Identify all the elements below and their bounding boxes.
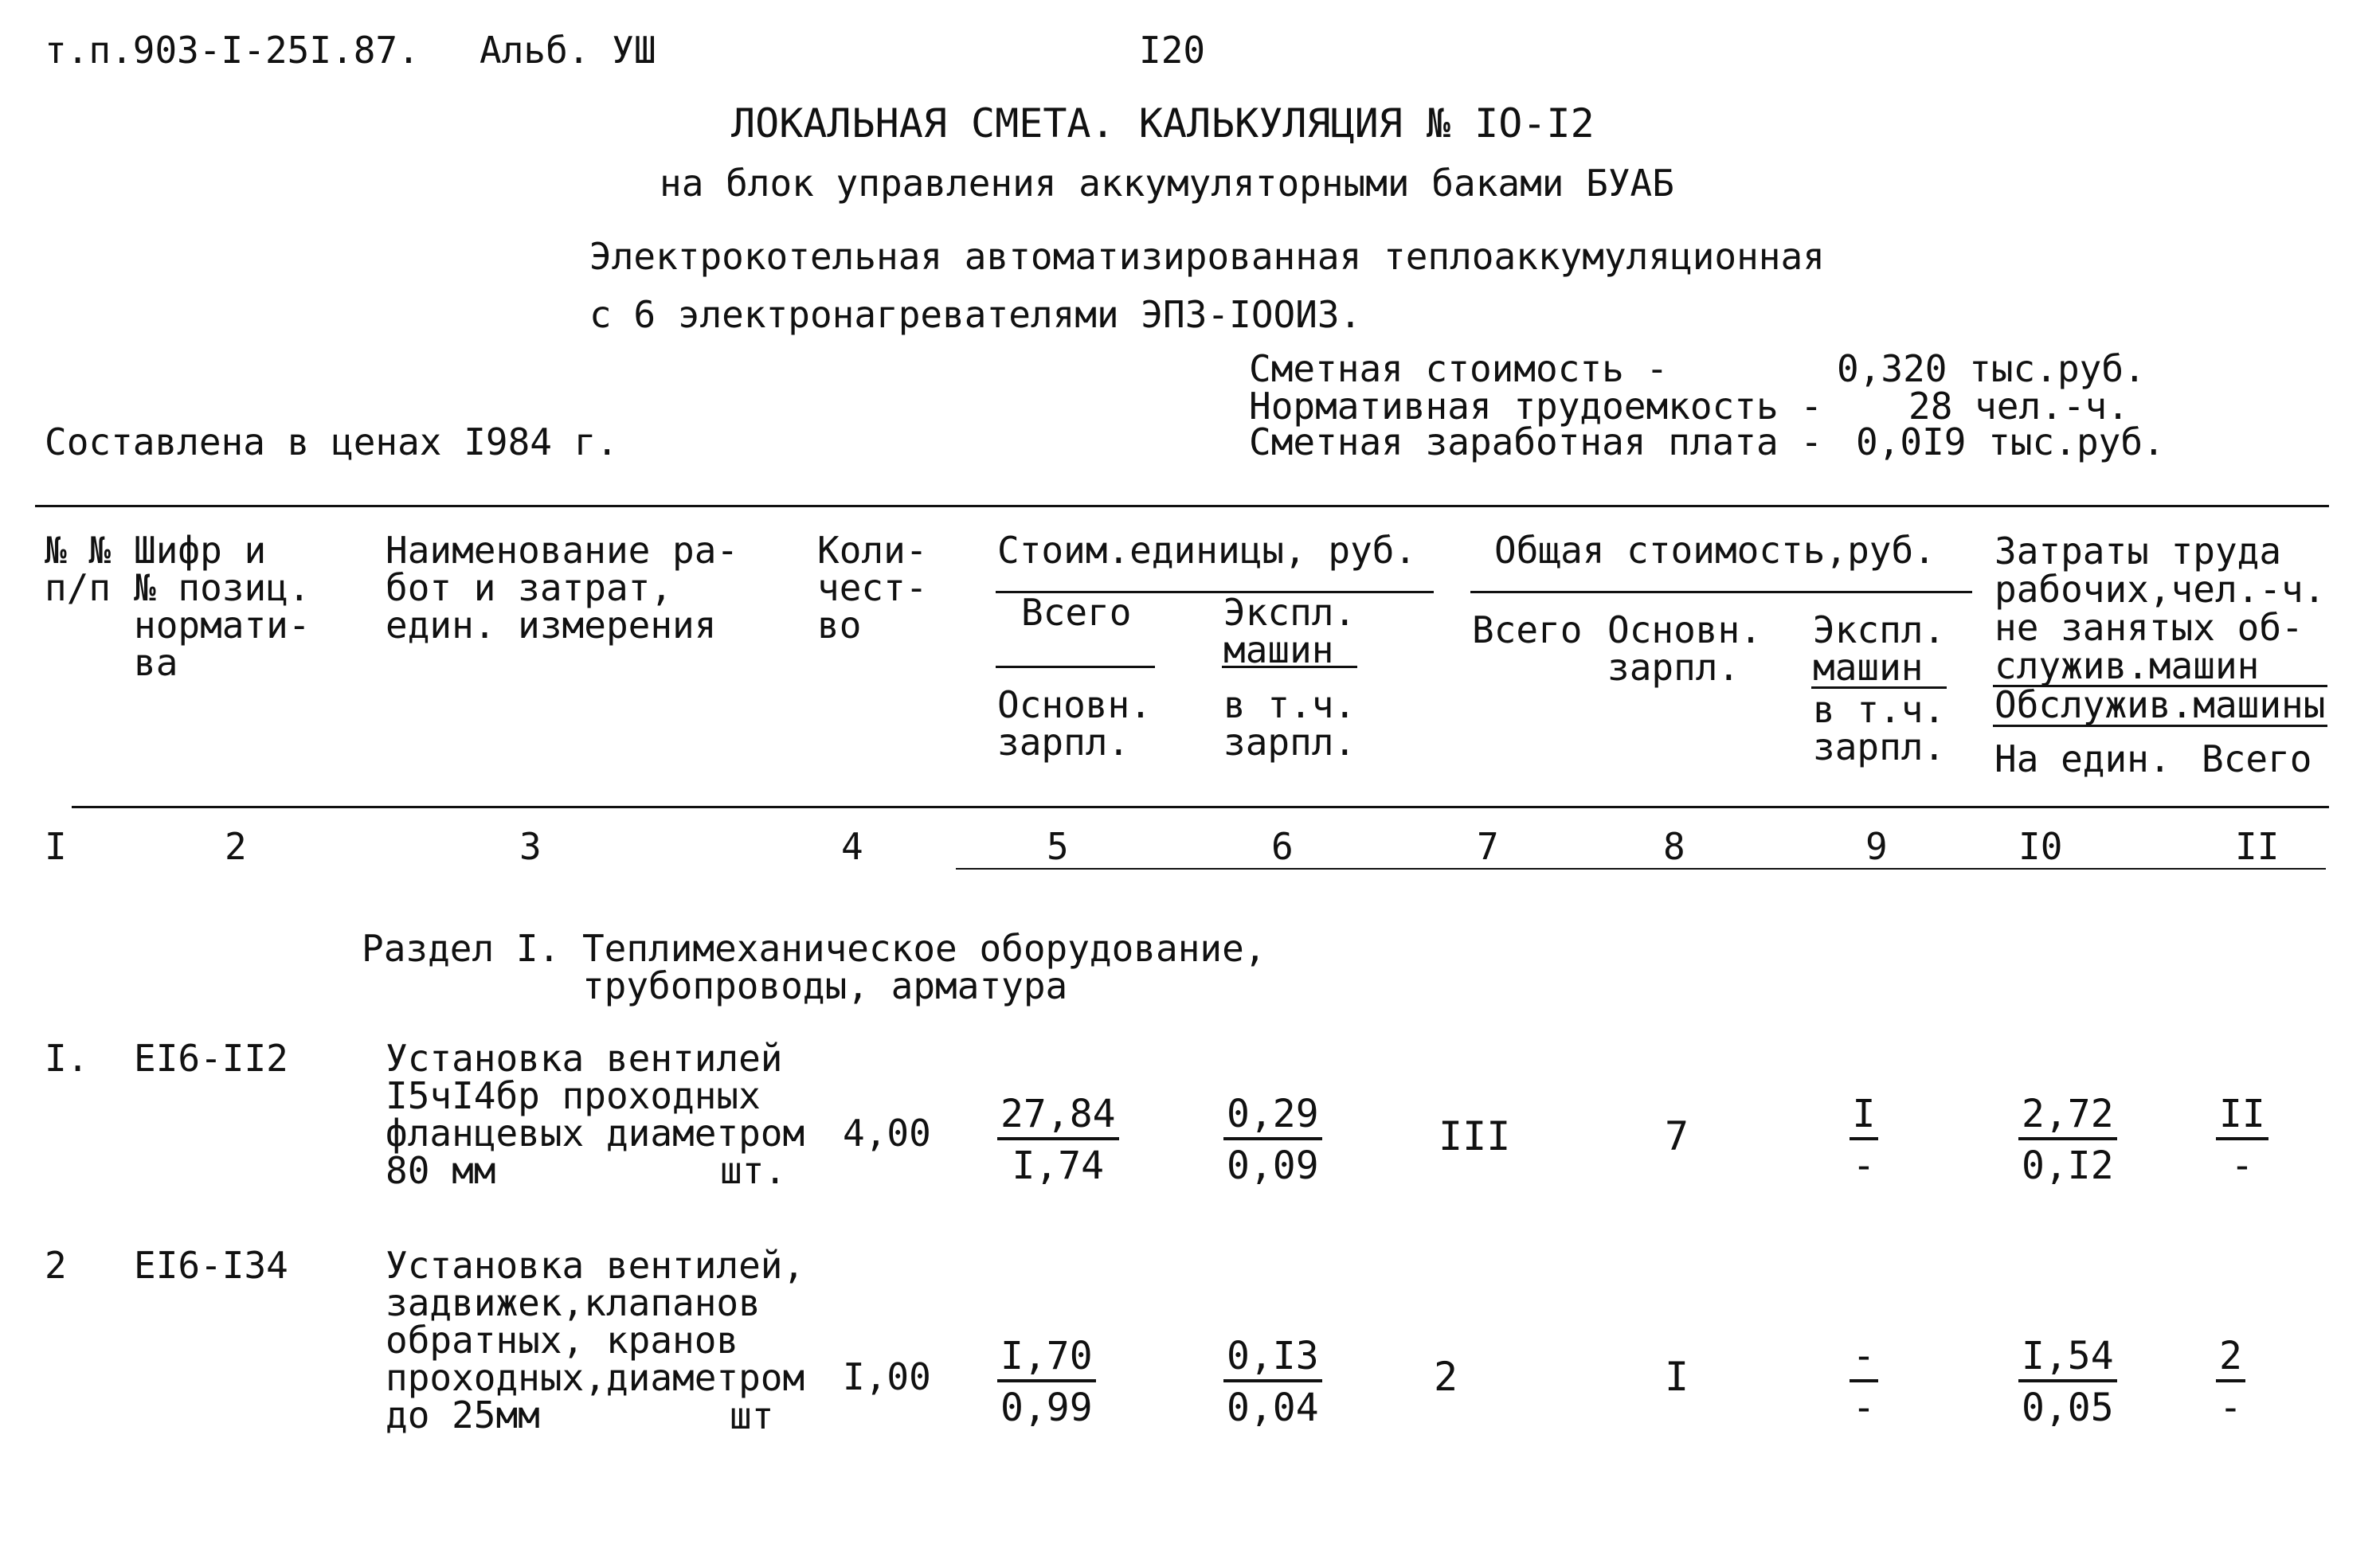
document-title: ЛОКАЛЬНАЯ СМЕТА. КАЛЬКУЛЯЦИЯ № IO-I2 <box>731 100 1595 147</box>
header-unit-total: Всего <box>1021 591 1132 634</box>
wage-value: 0,0I9 тыс.руб. <box>1856 420 2165 463</box>
wage-label: Сметная заработная плата - <box>1249 420 1823 463</box>
row-1-total-mach-frac <box>1840 1091 1888 1191</box>
cost-value: 0,320 тыс.руб. <box>1837 347 2146 390</box>
colnum-9: 9 <box>1865 825 1888 868</box>
unit-mach-rule <box>1222 666 1357 668</box>
row-1-labor-total-bot: - <box>2230 1143 2254 1188</box>
row-1-labor-unit-bot: 0,I2 <box>2022 1143 2114 1188</box>
row-2-unit: шт <box>730 1394 774 1437</box>
colnum-1: I <box>45 825 67 868</box>
header-total-mach: Экспл. машин <box>1813 608 1946 689</box>
row-2-total-all: 2 <box>1434 1354 1458 1400</box>
row-1-unit-mach: 0,29 <box>1223 1091 1322 1140</box>
row-2-qty: I,00 <box>843 1355 931 1398</box>
row-2-total-mach-wage: - <box>1852 1386 1876 1430</box>
row-1-labor-unit-top: 2,72 <box>2018 1091 2117 1140</box>
header-total-all: Всего <box>1472 608 1583 651</box>
header-labor: Затраты труда рабочих,чел.-ч. не занятых об- служив.машин <box>1994 530 2326 687</box>
unit-total-rule <box>996 666 1155 668</box>
header-labor-total: Всего <box>2202 737 2312 780</box>
row-2-labor-total-bot: - <box>2219 1386 2242 1430</box>
row-2-code: EI6-I34 <box>134 1244 288 1287</box>
row-1-qty: 4,00 <box>843 1112 931 1155</box>
row-2-unit-mach-wage: 0,04 <box>1227 1386 1319 1430</box>
row-1-total-base-wage: 7 <box>1665 1113 1689 1159</box>
row-2-unit-cost <box>997 1333 1096 1433</box>
row-2-labor-total <box>2216 1333 2245 1433</box>
row-1-name: Установка вентилей I5чI4бр проходных фланцевых диаметром 80 мм <box>386 1037 805 1192</box>
header-unit-base-wage: Основн. зарпл. <box>997 683 1152 764</box>
row-2-mach-cost <box>1223 1333 1322 1433</box>
row-2-labor-total-top: 2 <box>2216 1333 2245 1382</box>
colnum-6: 6 <box>1271 825 1294 868</box>
table-top-rule <box>35 505 2329 507</box>
colnum-8: 8 <box>1663 825 1685 868</box>
header-total-base-wage: Основн. зарпл. <box>1607 608 1762 689</box>
row-1-labor-total <box>2216 1091 2268 1191</box>
labor-serv-rule <box>1993 725 2327 727</box>
colnum-3: 3 <box>519 825 542 868</box>
object-description-2: с 6 электронагревателями ЭПЗ-IOOИЗ. <box>589 293 1362 336</box>
row-1-mach-cost <box>1223 1091 1322 1191</box>
colnum-4: 4 <box>841 825 863 868</box>
colnum-2: 2 <box>225 825 247 868</box>
labor-value: 28 чел.-ч. <box>1908 385 2129 428</box>
labor-label: Нормативная трудоемкость - <box>1249 385 1823 428</box>
header-col-name: Наименование ра- бот и затрат, един. измерения <box>386 529 739 647</box>
header-unit-mach: Экспл. машин <box>1223 591 1356 671</box>
row-2-unit-total: I,70 <box>997 1333 1096 1382</box>
row-2-total-mach-frac <box>1840 1333 1888 1433</box>
header-col-qty: Коли- чест- во <box>817 529 928 647</box>
row-1-num: I. <box>45 1037 89 1080</box>
total-cost-rule <box>1470 591 1972 593</box>
row-1-unit: шт. <box>720 1149 787 1192</box>
header-col-num: № № п/п <box>45 529 112 609</box>
row-2-total-base-wage: I <box>1665 1354 1689 1400</box>
album-label: Альб. УШ <box>480 29 656 72</box>
object-description: Электрокотельная автоматизированная теплоаккумуляционная <box>589 235 1825 278</box>
row-1-total-mach: I <box>1850 1091 1879 1140</box>
row-1-labor-unit <box>2018 1091 2117 1191</box>
row-1-unit-total: 27,84 <box>997 1091 1119 1140</box>
header-unit-mach-wage: в т.ч. зарпл. <box>1223 683 1356 764</box>
row-2-num: 2 <box>45 1244 67 1287</box>
header-labor-serv: Обслужив.машины <box>1994 683 2326 726</box>
colnum-10: I0 <box>2018 825 2063 868</box>
colnum-11: II <box>2235 825 2280 868</box>
row-1-total-all: III <box>1439 1113 1511 1159</box>
header-total-cost: Общая стоимость,руб. <box>1494 529 1936 572</box>
row-2-unit-mach: 0,I3 <box>1223 1333 1322 1382</box>
doc-reference: т.п.903-I-25I.87. <box>45 29 420 72</box>
document-subtitle: на блок управления аккумуляторными баками БУАБ <box>660 162 1674 205</box>
section-title: Раздел I. Теплимеханическое оборудование, трубопроводы, арматура <box>362 927 1266 1007</box>
row-1-code: EI6-II2 <box>134 1037 288 1080</box>
header-unit-cost: Стоим.единицы, руб. <box>997 529 1417 572</box>
row-2-unit-base-wage: 0,99 <box>1000 1386 1093 1430</box>
row-2-labor-unit <box>2018 1333 2117 1433</box>
colnum-rule <box>956 868 2326 870</box>
row-2-name: Установка вентилей, задвижек,клапанов обратных, кранов проходных,диаметром до 25мм <box>386 1244 805 1437</box>
colnum-5: 5 <box>1047 825 1069 868</box>
row-1-unit-base-wage: I,74 <box>1012 1143 1105 1188</box>
cost-label: Сметная стоимость - <box>1249 347 1669 390</box>
row-1-unit-cost <box>997 1091 1119 1191</box>
row-1-total-mach-wage: - <box>1852 1143 1876 1188</box>
prices-note: Составлена в ценах I984 г. <box>45 420 619 463</box>
colnum-7: 7 <box>1477 825 1499 868</box>
header-labor-per-unit: На един. <box>1994 737 2171 780</box>
row-2-labor-unit-top: I,54 <box>2018 1333 2117 1382</box>
header-bottom-rule <box>72 806 2329 808</box>
page-number: I20 <box>1139 29 1206 72</box>
row-2-total-mach: - <box>1850 1333 1879 1382</box>
header-col-code: Шифр и № позиц. нормати- ва <box>134 529 311 684</box>
row-2-labor-unit-bot: 0,05 <box>2022 1386 2114 1430</box>
header-total-mach-wage: в т.ч. зарпл. <box>1813 688 1946 768</box>
row-1-unit-mach-wage: 0,09 <box>1227 1143 1319 1188</box>
row-1-labor-total-top: II <box>2216 1091 2268 1140</box>
